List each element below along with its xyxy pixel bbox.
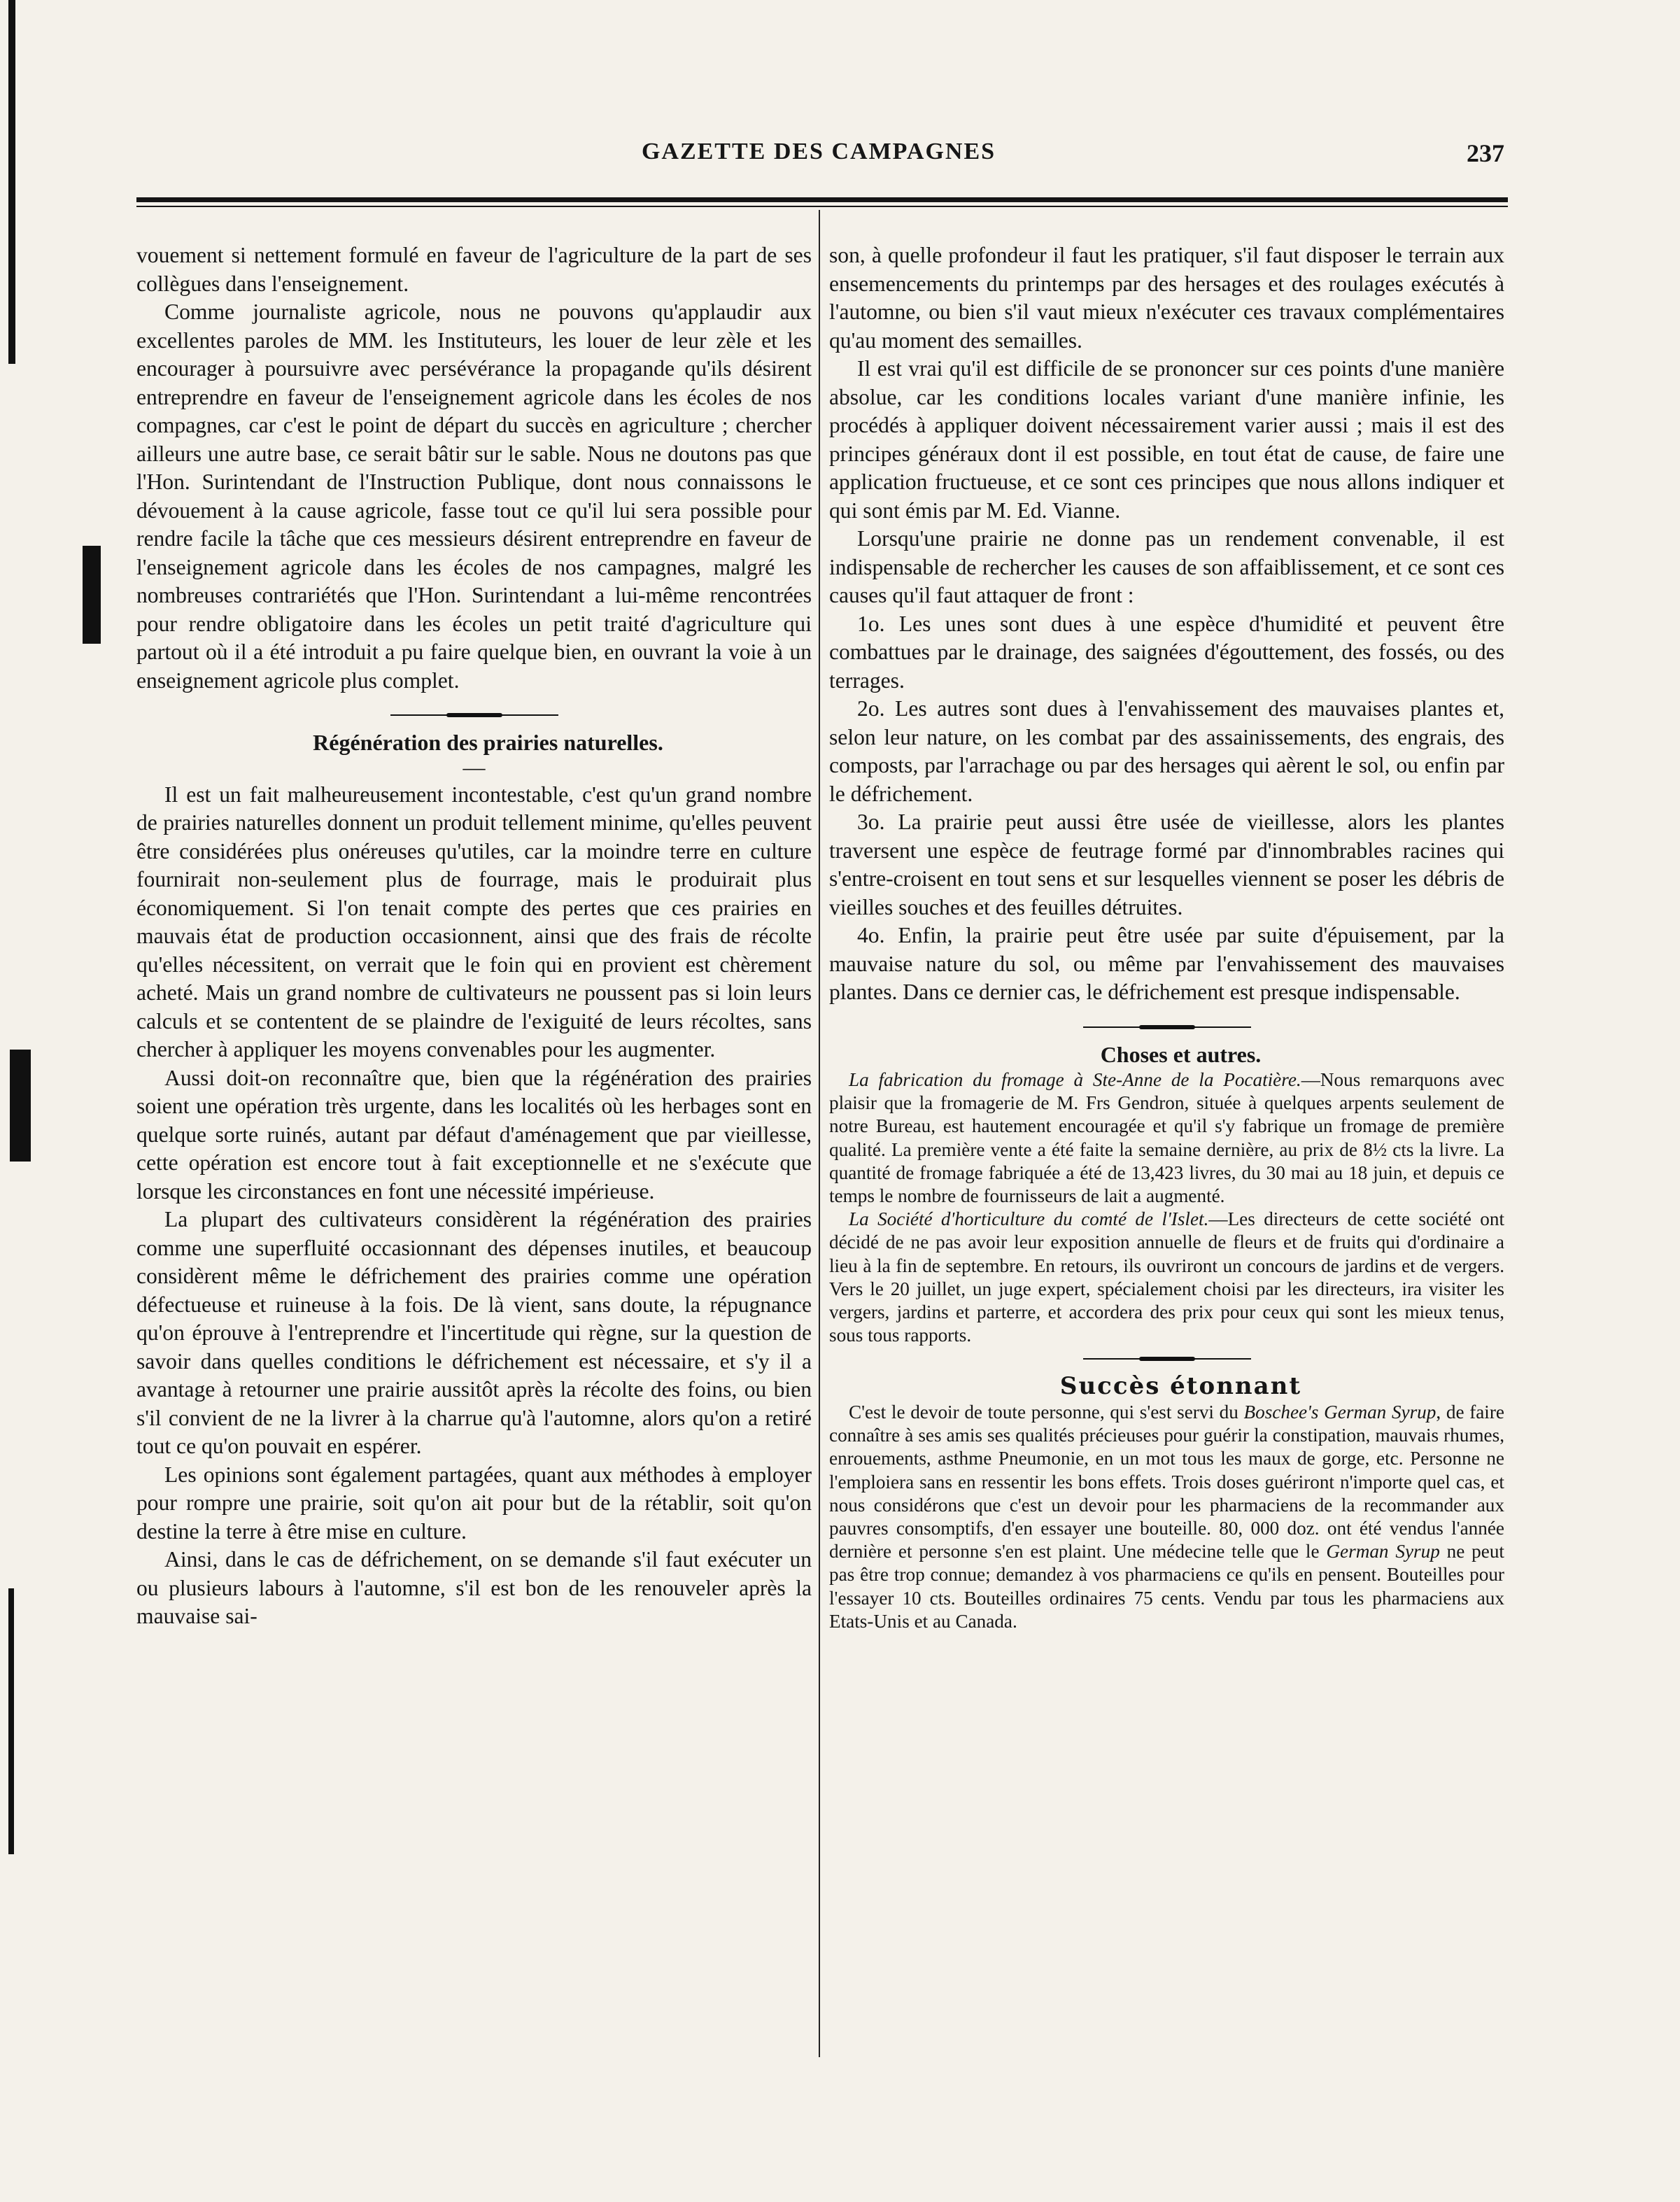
paragraph: Les opinions sont également partagées, quant aux méthodes à employer pour rompre une prairie, soit qu'on ait pour but de la rétablir, soit qu'on destine la terre à être mise en culture. <box>136 1462 812 1544</box>
column-divider <box>819 210 820 2057</box>
section-ornament <box>1083 1025 1251 1029</box>
header-rule-thick <box>136 197 1508 202</box>
paragraph: son, à quelle profondeur il faut les pratiquer, s'il faut disposer le terrain aux ensemencements du printemps par des hersages et des roulages exécutés à l'automne, ou bien s'il vaut mieux n'exécuter ces travaux complémentaires qu'au moment des semailles. <box>829 243 1504 353</box>
news-item-lead: La fabrication du fromage à Ste-Anne de la Pocatière. <box>849 1069 1301 1090</box>
advert-brand: German Syrup <box>1326 1541 1440 1562</box>
binding-edge-mark <box>10 1050 31 1162</box>
binding-edge-mark <box>83 546 101 644</box>
paragraph: Il est un fait malheureusement incontestable, c'est qu'un grand nombre de prairies naturelles donnent un produit tellement minime, qu'elles peuvent être considérées plus onéreuses qu'utiles, car la moindre terre en culture fournirait non-seulement plus de fourrage, mais le produirait plus économiquement. Si l'on tenait compte des pertes que ces prairies en mauvais état de production occasionnent, ainsi que des frais de récolte qu'elles nécessitent, on verrait que le foin qui en provient est chèrement acheté. Mais un grand nombre de cultivateurs ne poussent pas si loin leurs calculs et se contentent de se plaindre de l'exiguité de leurs récoltes, sans chercher à appliquer les moyens convenables pour les augmenter. <box>136 782 812 1061</box>
page-number: 237 <box>1467 139 1504 167</box>
advert-text-part: C'est le devoir de toute personne, qui s'est servi du <box>849 1401 1244 1423</box>
paragraph: 4o. Enfin, la prairie peut être usée par suite d'épuisement, par la mauvaise nature du sol, ou même par l'envahissement des mauvaises plantes. Dans ce dernier cas, le défrichement est presque indispensable. <box>829 923 1504 1004</box>
news-item-lead: La Société d'horticulture du comté de l'Islet. <box>849 1208 1209 1230</box>
section-title: Régénération des prairies naturelles. <box>313 730 663 755</box>
section-ornament <box>1083 1357 1251 1361</box>
paragraph: 2o. Les autres sont dues à l'envahissement des mauvaises plantes et, selon leur nature, on les combat par des assainissements, des engrais, des composts, par l'arrachage ou par des hersages qui aèrent le sol, ou enfin par le défrichement. <box>829 696 1504 806</box>
news-item-text: —Nous remarquons avec plaisir que la fromagerie de M. Frs Gendron, située à quelques arpents seulement de notre Bureau, est hautement encouragée et qu'il s'y fabrique un fromage de première qualité. La première vente a été faite la semaine dernière, au prix de 8½ cts la livre. La quantité de fromage fabriquée a été de 13,423 livres, du 30 mai au 18 juin, et depuis ce temps le nombre de fournisseurs de lait a augmenté. <box>829 1069 1505 1207</box>
running-title: GAZETTE DES CAMPAGNES <box>641 139 996 164</box>
title-dash: — <box>463 754 486 779</box>
paragraph: Ainsi, dans le cas de défrichement, on se demande s'il faut exécuter un ou plusieurs labours à l'automne, s'il est bon de les renouveler après la mauvaise sai- <box>136 1547 812 1628</box>
advert-text <box>829 1401 1504 1633</box>
binding-edge-mark <box>8 0 15 364</box>
paragraph: Lorsqu'une prairie ne donne pas un rendement convenable, il est indispensable de rechercher les causes de son affaiblissement, et ce sont ces causes qu'il faut attaquer de front : <box>829 526 1504 607</box>
header-rule-thin <box>136 206 1508 207</box>
advert-text-part: ne peut pas être trop connue; demandez à vos pharmaciens ce qu'ils en pensent. Bouteilles pour l'essayer 10 cts. Bouteilles ordinaires 75 cents. Vendu par tous les pharmaciens aux Etats-Unis et au Canada. <box>829 1541 1504 1632</box>
advertisement <box>829 1401 1504 1633</box>
paragraph: Aussi doit-on reconnaître que, bien que la régénération des prairies soient une opération très urgente, dans les localités où les herbages sont en quelque sorte ruinés, autant par défaut d'aménagement que par vieillesse, cette opération est encore tout à fait exceptionnelle et ne s'exécute que lorsque les circonstances en font une nécessité impérieuse. <box>136 1065 812 1204</box>
news-item <box>829 1068 1504 1208</box>
news-items <box>829 1068 1504 1347</box>
news-item-text: —Les directeurs de cette société ont décidé de ne pas avoir leur exposition annuelle de fleurs et de fruits qui d'ordinaire a lieu à la fin de septembre. En retours, ils ouvriront un concours de jardins et de vergers. Vers le 20 juillet, un juge expert, spécialement choisi par les directeurs, ira visiter les vergers, jardins et parterre, et accordera des prix pour ceux qui sont les mieux tenus, sous tous rapports. <box>829 1208 1504 1346</box>
page-header <box>133 139 1504 174</box>
advert-brand: Boschee's German Syrup <box>1243 1401 1437 1423</box>
paragraph: vouement si nettement formulé en faveur de l'agriculture de la part de ses collègues dans l'enseignement. <box>136 243 812 296</box>
left-column <box>136 241 812 1631</box>
paragraph: Il est vrai qu'il est difficile de se prononcer sur ces points d'une manière absolue, car les conditions locales variant d'une manière infinie, les procédés à appliquer doivent nécessairement varier aussi ; mais il est des principes généraux dont il est possible, en tout état de cause, de faire une application fructueuse, et ce sont ces principes que nous allons indiquer et qui sont émis par M. Ed. Vianne. <box>829 356 1504 523</box>
right-column <box>829 241 1504 1633</box>
advert-title: Succès étonnant <box>1059 1372 1302 1401</box>
paragraph: 1o. Les unes sont dues à une espèce d'humidité et peuvent être combattues par le drainage, des saignées d'égouttement, des fossés, ou des terrages. <box>829 611 1504 693</box>
section-ornament <box>390 713 558 717</box>
binding-edge-mark <box>8 1588 14 1854</box>
paragraph: La plupart des cultivateurs considèrent la régénération des prairies comme une superfluité occasionnant des dépenses inutiles, et beaucoup considèrent même le défrichement des prairies comme une opération défectueuse et ruineuse à la fois. De là vient, sans doute, la répugnance qu'on éprouve à l'entreprendre et l'incertitude qui règne, sur la question de savoir dans quelles conditions le défrichement est nécessaire, et s'y il a avantage à retourner une prairie aussitôt après la récolte des foins, ou bien s'il convient de ne la livrer à la charrue qu'à l'automne, alors qu'on a retiré tout ce qu'on pouvait en espérer. <box>136 1207 812 1458</box>
advert-text-part: , de faire connaître à ses amis ses qualités précieuses pour guérir la constipation, mauvais rhumes, enrouements, asthme Pneumonie, en un mot tous les maux de gorge, etc. Personne ne l'emploiera sans en ressentir les bons effets. Trois doses guériront n'importe quel cas, et nous considérons que c'est un devoir pour les pharmaciens de la recommander aux pauvres consomptifs, d'en essayer une bouteille. 80, 000 doz. ont été vendus l'année dernière et personne s'en est plaint. Une médecine telle que le <box>829 1401 1504 1562</box>
section-title: Choses et autres. <box>1100 1041 1262 1067</box>
news-item <box>829 1208 1504 1347</box>
paragraph: Comme journaliste agricole, nous ne pouvons qu'applaudir aux excellentes paroles de MM. les Instituteurs, les louer de leur zèle et les encourager à poursuivre avec persévérance la propagande qu'ils désirent entreprendre en faveur de l'enseignement agricole dans les écoles de nos compagnes, car c'est le point de départ du succès en agriculture ; chercher ailleurs une autre base, ce serait bâtir sur le sable. Nous ne doutons pas que l'Hon. Surintendant de l'Instruction Publique, dont nous connaissons le dévouement à la cause agricole, fasse tout ce qu'il lui sera possible pour rendre facile la tâche que ces messieurs désirent entreprendre en faveur de l'enseignement agricole dans les écoles de nos campagnes, malgré les nombreuses contrariétés que l'Hon. Surintendant a lui-même rencontrées pour rendre obligatoire dans les écoles un petit traité d'agriculture qui partout où il a été introduit a pu faire quelque bien, en ouvrant la voie à un enseignement agricole plus complet. <box>136 299 812 693</box>
paragraph: 3o. La prairie peut aussi être usée de vieillesse, alors les plantes traversent une espèce de feutrage formé par d'innombrables racines qui s'entre-croisent en tout sens et sur lesquelles viennent se poser les débris de vieilles souches et des feuilles détruites. <box>829 810 1504 919</box>
